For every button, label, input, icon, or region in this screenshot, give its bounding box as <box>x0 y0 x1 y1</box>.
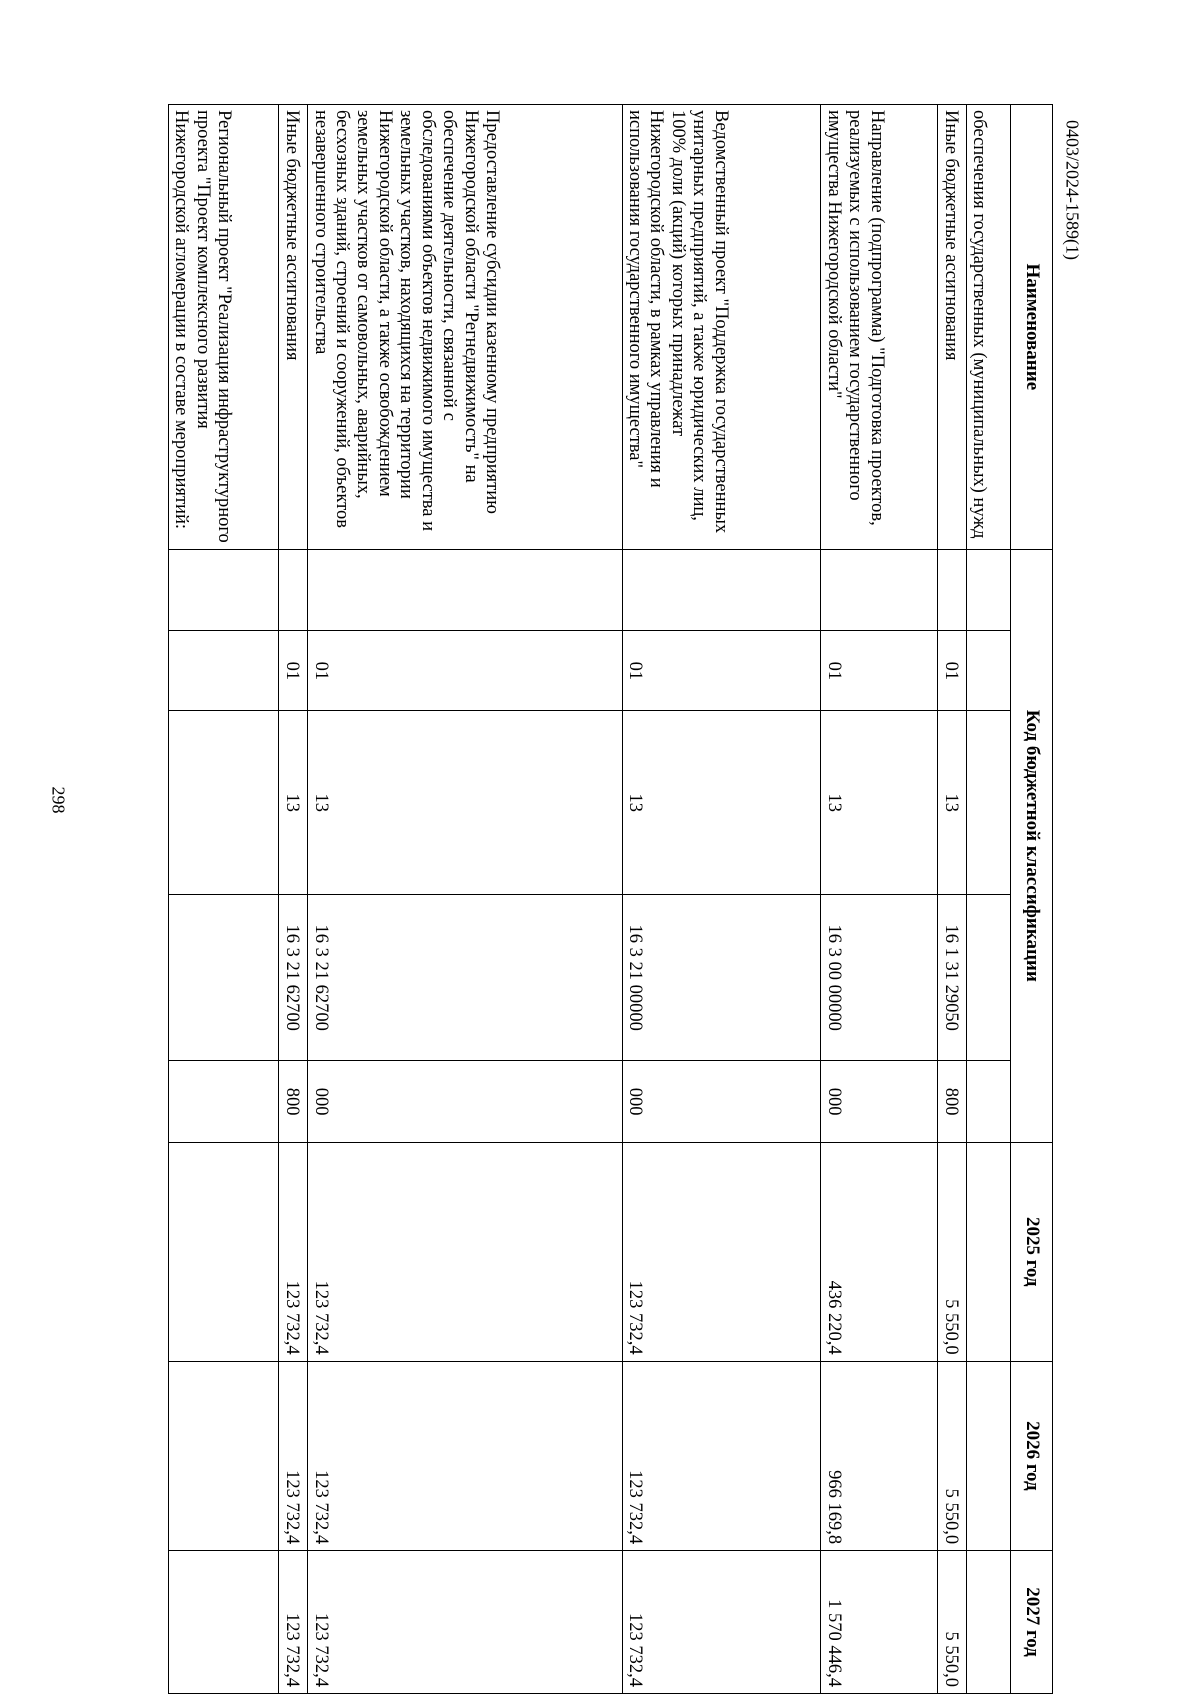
value-2026: 123 732,4 <box>622 1361 821 1551</box>
code-section: 01 <box>938 631 967 711</box>
code-blank <box>938 549 967 631</box>
value-2026 <box>169 1361 279 1551</box>
code-target: 16 1 31 29050 <box>938 895 967 1061</box>
row-name: обеспечения государственных (муниципальных) нужд <box>966 105 1010 550</box>
table-row <box>279 105 308 1694</box>
table-row <box>938 105 967 1694</box>
value-2025: 436 220,4 <box>821 1142 938 1361</box>
code-target: 16 3 00 00000 <box>821 895 938 1061</box>
code-expense-type: 800 <box>938 1061 967 1143</box>
value-2025: 123 732,4 <box>622 1142 821 1361</box>
header-name: Наименование <box>1011 105 1053 550</box>
value-2027: 123 732,4 <box>308 1551 623 1694</box>
code-expense-type: 000 <box>821 1061 938 1143</box>
value-2026 <box>966 1361 1010 1551</box>
row-name: Иные бюджетные ассигнования <box>938 105 967 550</box>
table-row <box>966 105 1010 1694</box>
document-code: 0403/2024-1589(1) <box>1062 120 1083 260</box>
code-expense-type: 800 <box>279 1061 308 1143</box>
value-2026: 123 732,4 <box>279 1361 308 1551</box>
value-2027: 123 732,4 <box>279 1551 308 1694</box>
code-blank <box>308 549 623 631</box>
code-blank <box>622 549 821 631</box>
header-2025: 2025 год <box>1011 1142 1053 1361</box>
code-subsection: 13 <box>938 711 967 895</box>
code-subsection: 13 <box>622 711 821 895</box>
value-2027: 5 550,0 <box>938 1551 967 1694</box>
code-section: 01 <box>622 631 821 711</box>
code-blank <box>169 549 279 631</box>
value-2025 <box>966 1142 1010 1361</box>
code-target: 16 3 21 62700 <box>308 895 623 1061</box>
budget-table <box>168 104 1053 1694</box>
table-row <box>308 105 623 1694</box>
value-2027 <box>169 1551 279 1694</box>
table-row <box>622 105 821 1694</box>
row-name: Предоставление субсидии казенному предприятию Нижегородской области "Регнедвижимость" на обеспечение деятельности, связанной с обследованиями объектов недвижимого имущества и земельных участков, находящихся на территории Нижегородской области, а также освобождением земельных участков от самовольных, аварийных, бесхозных зданий, строений и сооружений, объектов незавершенного строительства <box>308 105 623 550</box>
value-2025: 123 732,4 <box>308 1142 623 1361</box>
code-subsection: 13 <box>279 711 308 895</box>
code-subsection: 13 <box>821 711 938 895</box>
code-target: 16 3 21 62700 <box>279 895 308 1061</box>
value-2025: 123 732,4 <box>279 1142 308 1361</box>
table-row <box>169 105 279 1694</box>
row-name: Ведомственный проект "Поддержка государственных унитарных предприятий, а также юридических лиц, 100% доли (акций) которых принадлежат Нижегородской области, в рамках управления и использования государственного имущества" <box>622 105 821 550</box>
page-number: 298 <box>48 786 69 814</box>
header-code: Код бюджетной классификации <box>1011 549 1053 1142</box>
code-expense-type <box>966 1061 1010 1143</box>
row-name: Региональный проект "Реализация инфраструктурного проекта "Проект комплексного развития Нижегородской агломерации в составе мероприятий: <box>169 105 279 550</box>
code-subsection <box>966 711 1010 895</box>
code-blank <box>821 549 938 631</box>
code-section <box>966 631 1010 711</box>
table-row <box>821 105 938 1694</box>
value-2025 <box>169 1142 279 1361</box>
code-section: 01 <box>279 631 308 711</box>
value-2026: 5 550,0 <box>938 1361 967 1551</box>
row-name: Иные бюджетные ассигнования <box>279 105 308 550</box>
code-target <box>966 895 1010 1061</box>
code-section: 01 <box>308 631 623 711</box>
code-target <box>169 895 279 1061</box>
code-expense-type <box>169 1061 279 1143</box>
code-subsection <box>169 711 279 895</box>
code-target: 16 3 21 00000 <box>622 895 821 1061</box>
value-2026: 123 732,4 <box>308 1361 623 1551</box>
value-2025: 5 550,0 <box>938 1142 967 1361</box>
header-2026: 2026 год <box>1011 1361 1053 1551</box>
code-blank <box>966 549 1010 631</box>
code-expense-type: 000 <box>308 1061 623 1143</box>
code-subsection: 13 <box>308 711 623 895</box>
rotated-page-content <box>168 104 1053 1694</box>
code-section: 01 <box>821 631 938 711</box>
header-2027: 2027 год <box>1011 1551 1053 1694</box>
row-name: Направление (подпрограмма) "Подготовка проектов, реализуемых с использованием государственного имущества Нижегородской области" <box>821 105 938 550</box>
value-2027 <box>966 1551 1010 1694</box>
code-section <box>169 631 279 711</box>
value-2027: 123 732,4 <box>622 1551 821 1694</box>
value-2027: 1 570 446,4 <box>821 1551 938 1694</box>
code-blank <box>279 549 308 631</box>
code-expense-type: 000 <box>622 1061 821 1143</box>
value-2026: 966 169,8 <box>821 1361 938 1551</box>
